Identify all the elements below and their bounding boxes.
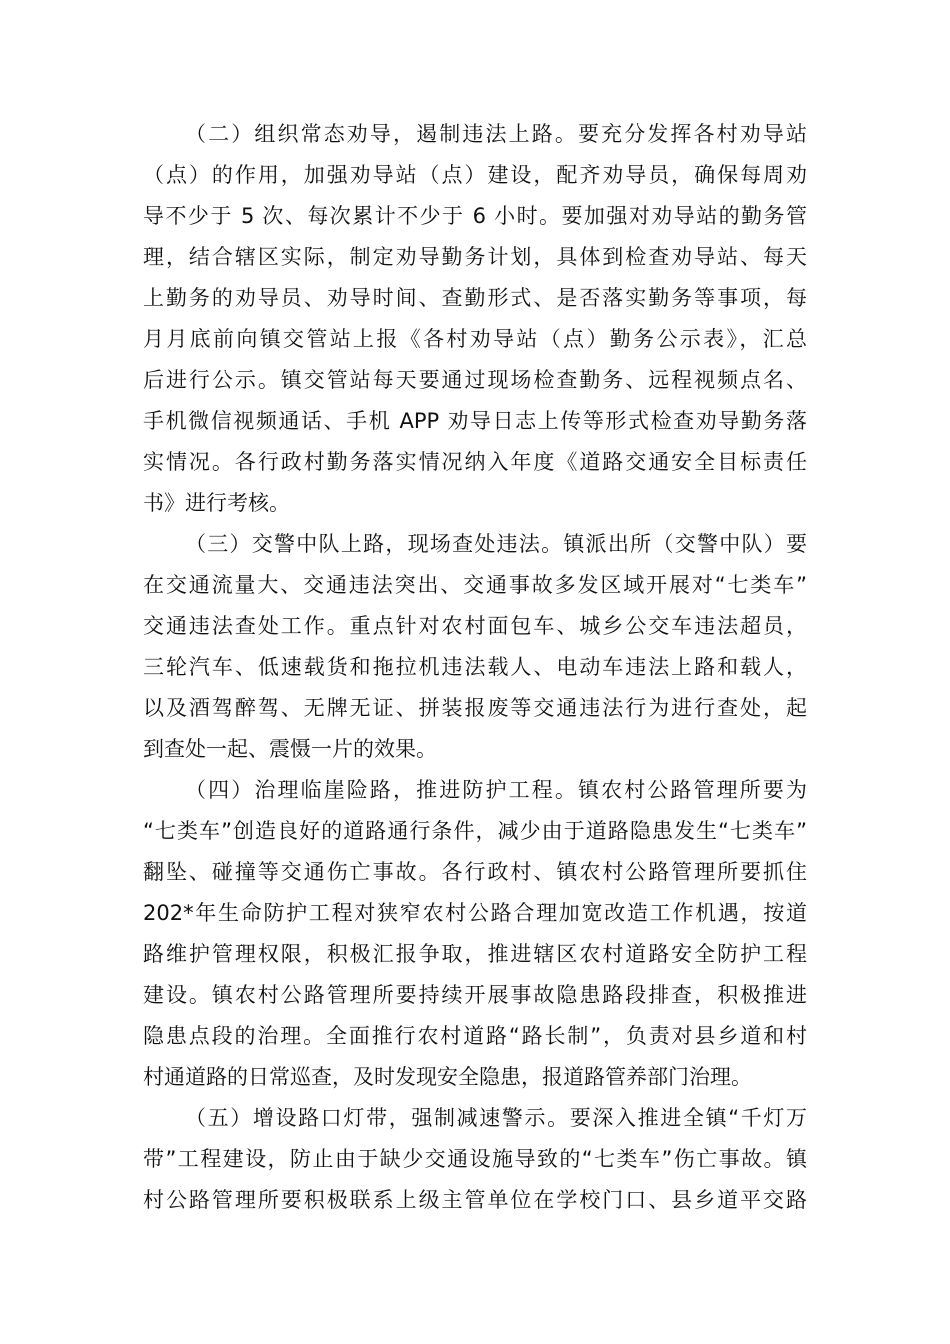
text-line: “七类车”创造良好的道路通行条件，减少由于道路隐患发生“七类车”: [143, 819, 807, 843]
text-line: 导不少于 5 次、每次累计不少于 6 小时。要加强对劝导站的勤务管: [143, 204, 807, 228]
paragraph-5: [143, 1098, 807, 1221]
text-line: 上勤务的劝导员、劝导时间、查勤形式、是否落实勤务等事项，每: [143, 286, 807, 310]
text-line: 建设。镇农村公路管理所要持续开展事故隐患路段排查，积极推进: [143, 983, 807, 1007]
text-line: （点）的作用，加强劝导站（点）建设，配齐劝导员，确保每周劝: [143, 163, 807, 187]
paragraph-2: [143, 114, 807, 524]
text-line: （三）交警中队上路，现场查处违法。镇派出所（交警中队）要: [185, 532, 807, 556]
text-line: 翻坠、碰撞等交通伤亡事故。各行政村、镇农村公路管理所要抓住: [143, 860, 807, 884]
text-line: （五）增设路口灯带，强制减速警示。要深入推进全镇“千灯万: [185, 1106, 807, 1130]
text-line: 理，结合辖区实际，制定劝导勤务计划，具体到检查劝导站、每天: [143, 245, 807, 269]
text-line: 三轮汽车、低速载货和拖拉机违法载人、电动车违法上路和载人，: [143, 655, 807, 679]
paragraph-4: [143, 770, 807, 1098]
text-line: 路维护管理权限，积极汇报争取，推进辖区农村道路安全防护工程: [143, 942, 807, 966]
document-body: [143, 114, 807, 1221]
text-line: 隐患点段的治理。全面推行农村道路“路长制”，负责对县乡道和村: [143, 1024, 807, 1048]
text-line: 在交通流量大、交通违法突出、交通事故多发区域开展对“七类车”: [143, 573, 807, 597]
text-line: 202*年生命防护工程对狭窄农村公路合理加宽改造工作机遇，按道: [143, 901, 807, 925]
text-line: 书》进行考核。: [143, 491, 290, 515]
text-line: 实情况。各行政村勤务落实情况纳入年度《道路交通安全目标责任: [143, 450, 807, 474]
paragraph-3: [143, 524, 807, 770]
text-line: 村公路管理所要积极联系上级主管单位在学校门口、县乡道平交路: [143, 1188, 807, 1212]
text-line: 带”工程建设，防止由于缺少交通设施导致的“七类车”伤亡事故。镇: [143, 1147, 807, 1171]
text-line: 到查处一起、震慑一片的效果。: [143, 737, 437, 761]
text-line: 村通道路的日常巡查，及时发现安全隐患，报道路管养部门治理。: [143, 1065, 752, 1089]
text-line: （二）组织常态劝导，遏制违法上路。要充分发挥各村劝导站: [185, 122, 807, 146]
text-line: 手机微信视频通话、手机 APP 劝导日志上传等形式检查劝导勤务落: [143, 409, 807, 433]
text-line: 后进行公示。镇交管站每天要通过现场检查勤务、远程视频点名、: [143, 368, 807, 392]
text-line: 以及酒驾醉驾、无牌无证、拼装报废等交通违法行为进行查处，起: [143, 696, 807, 720]
text-line: 月月底前向镇交管站上报《各村劝导站（点）勤务公示表》，汇总: [143, 327, 807, 351]
text-line: 交通违法查处工作。重点针对农村面包车、城乡公交车违法超员，: [143, 614, 807, 638]
text-line: （四）治理临崖险路，推进防护工程。镇农村公路管理所要为: [185, 778, 807, 802]
